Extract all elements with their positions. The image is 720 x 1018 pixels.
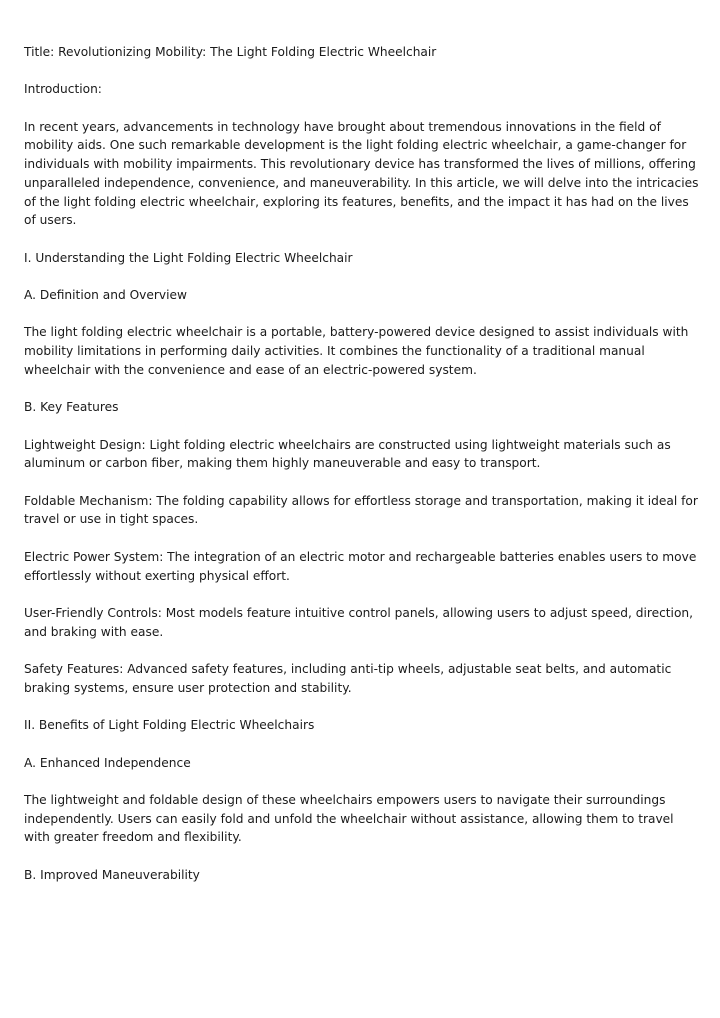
subsection-heading-independence: A. Enhanced Independence — [24, 755, 191, 770]
feature-safety-features: Safety Features: Advanced safety features, including anti-tip wheels, adjustable seat belts, and automatic braking systems, ensure user protection and stability. — [24, 662, 672, 695]
independence-paragraph: The lightweight and foldable design of these wheelchairs empowers users to navigate their surroundings independently. Users can easily fold and unfold the wheelchair without assistance, allowing them to travel with greater freedom and flexibility. — [24, 792, 674, 845]
section-heading-benefits: II. Benefits of Light Folding Electric Wheelchairs — [24, 718, 315, 733]
feature-electric-power-system: Electric Power System: The integration of an electric motor and rechargeable batteries enables users to move effortlessly without exerting physical effort. — [24, 549, 697, 583]
feature-foldable-mechanism: Foldable Mechanism: The folding capability allows for effortless storage and transportation, making it ideal for travel or use in tight spaces. — [24, 493, 698, 527]
introduction-paragraph: In recent years, advancements in technology have brought about tremendous innovations in the field of mobility aids. One such remarkable development is the light folding electric wheelchair, a game-changer for individuals with mobility impairments. This revolutionary device has transformed the lives of millions, offering unparalleled independence, convenience, and maneuverability. In this article, we will delve into the intricacies of the light folding electric wheelchair, exploring its features, benefits, and the impact it has had on the lives of users. — [24, 119, 699, 228]
definition-paragraph: The light folding electric wheelchair is a portable, battery-powered device designed to assist individuals with mobility limitations in performing daily activities. It combines the functionality of a traditional manual wheelchair with the convenience and ease of an electric-powered system. — [24, 325, 689, 377]
subsection-heading-maneuverability: B. Improved Maneuverability — [24, 867, 200, 882]
document-title: Title: Revolutionizing Mobility: The Light Folding Electric Wheelchair — [24, 45, 437, 59]
introduction-heading: Introduction: — [24, 82, 102, 97]
subsection-heading-key-features: B. Key Features — [24, 400, 119, 415]
section-heading-understanding: I. Understanding the Light Folding Electric Wheelchair — [24, 250, 353, 265]
feature-user-friendly-controls: User-Friendly Controls: Most models feature intuitive control panels, allowing users to adjust speed, direction, and braking with ease. — [24, 605, 694, 639]
feature-lightweight-design: Lightweight Design: Light folding electric wheelchairs are constructed using lightweight materials such as aluminum or carbon fiber, making them highly maneuverable and easy to transport. — [24, 437, 671, 471]
subsection-heading-definition: A. Definition and Overview — [24, 288, 187, 303]
